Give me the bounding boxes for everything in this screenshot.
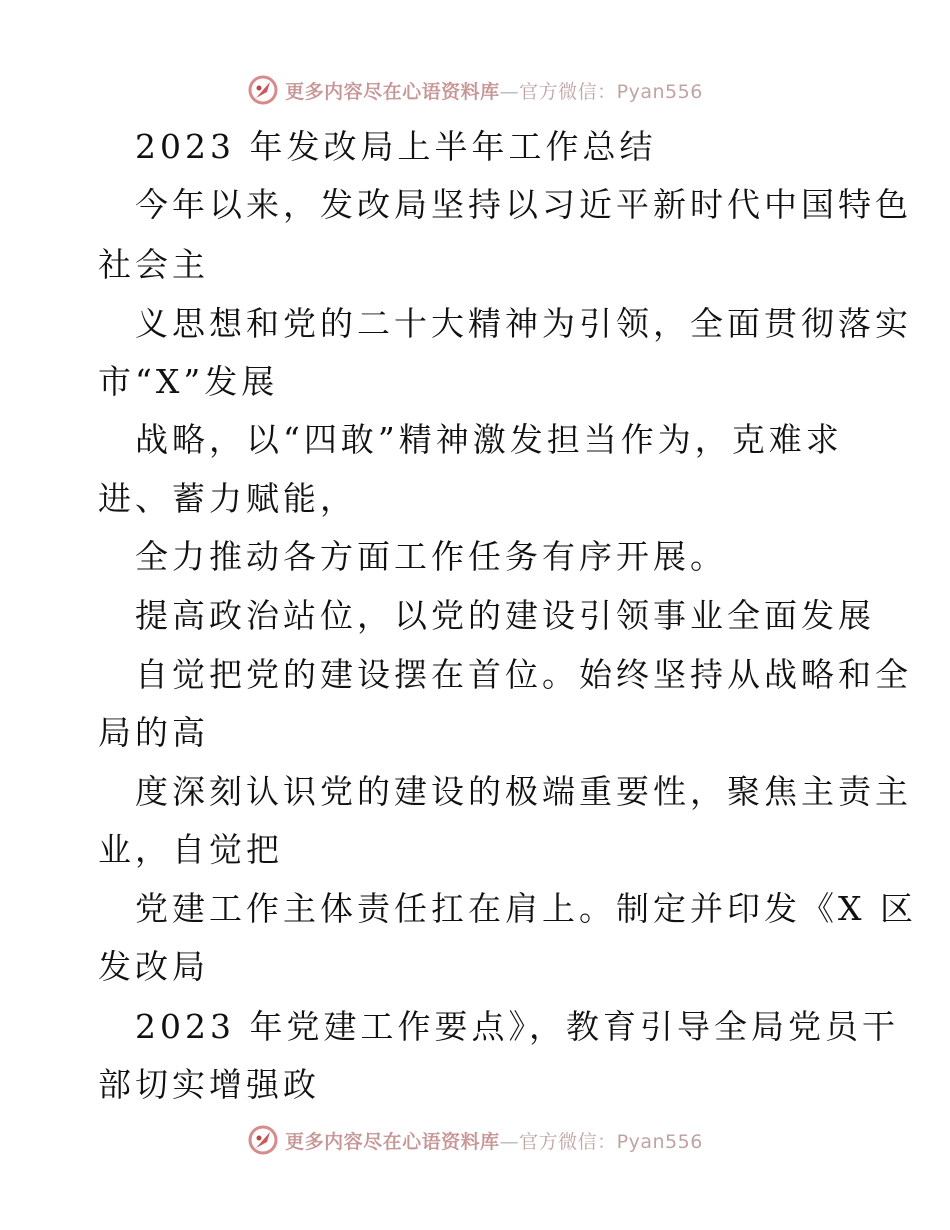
doc-line-12: 度深刻认识党的建设的极端重要性，聚焦主责主: [135, 772, 912, 811]
doc-line-10: 自觉把党的建设摆在首位。始终坚持从战略和全: [135, 655, 912, 694]
footer-watermark: [0, 1120, 950, 1160]
watermark-prefix: 更多内容尽在心语资料库: [285, 1130, 500, 1153]
doc-heading-1: 提高政治站位，以党的建设引领事业全面发展: [135, 596, 875, 635]
watermark-contact: 官方微信：Pyan556: [519, 80, 703, 103]
doc-line-8: 全力推动各方面工作任务有序开展。: [135, 537, 727, 576]
doc-line-2: 今年以来，发改局坚持以习近平新时代中国特色: [135, 185, 912, 224]
watermark-contact: 官方微信：Pyan556: [519, 1130, 703, 1153]
watermark-separator: —: [499, 80, 520, 103]
doc-line-3: 社会主: [98, 245, 209, 284]
quill-logo-icon: [247, 1124, 279, 1156]
doc-line-4: 义思想和党的二十大精神为引领，全面贯彻落实: [135, 304, 912, 343]
watermark-prefix: 更多内容尽在心语资料库: [285, 80, 500, 103]
doc-line-13: 业，自觉把: [98, 830, 283, 869]
doc-line-14: 党建工作主体责任扛在肩上。制定并印发《X 区: [135, 889, 917, 928]
doc-line-15: 发改局: [98, 947, 209, 986]
watermark-separator: —: [499, 1130, 520, 1153]
doc-title: 2023 年发改局上半年工作总结: [135, 127, 657, 166]
doc-line-5: 市“X”发展: [98, 362, 279, 401]
doc-line-11: 局的高: [98, 713, 209, 752]
doc-line-17: 部切实增强政: [98, 1065, 320, 1104]
quill-logo-icon: [247, 74, 279, 106]
doc-line-7: 进、蓄力赋能，: [98, 479, 357, 518]
doc-line-16: 2023 年党建工作要点》，教育引导全局党员干: [135, 1007, 899, 1046]
doc-line-6: 战略，以“四敢”精神激发担当作为，克难求: [135, 420, 843, 459]
header-watermark: [0, 70, 950, 110]
